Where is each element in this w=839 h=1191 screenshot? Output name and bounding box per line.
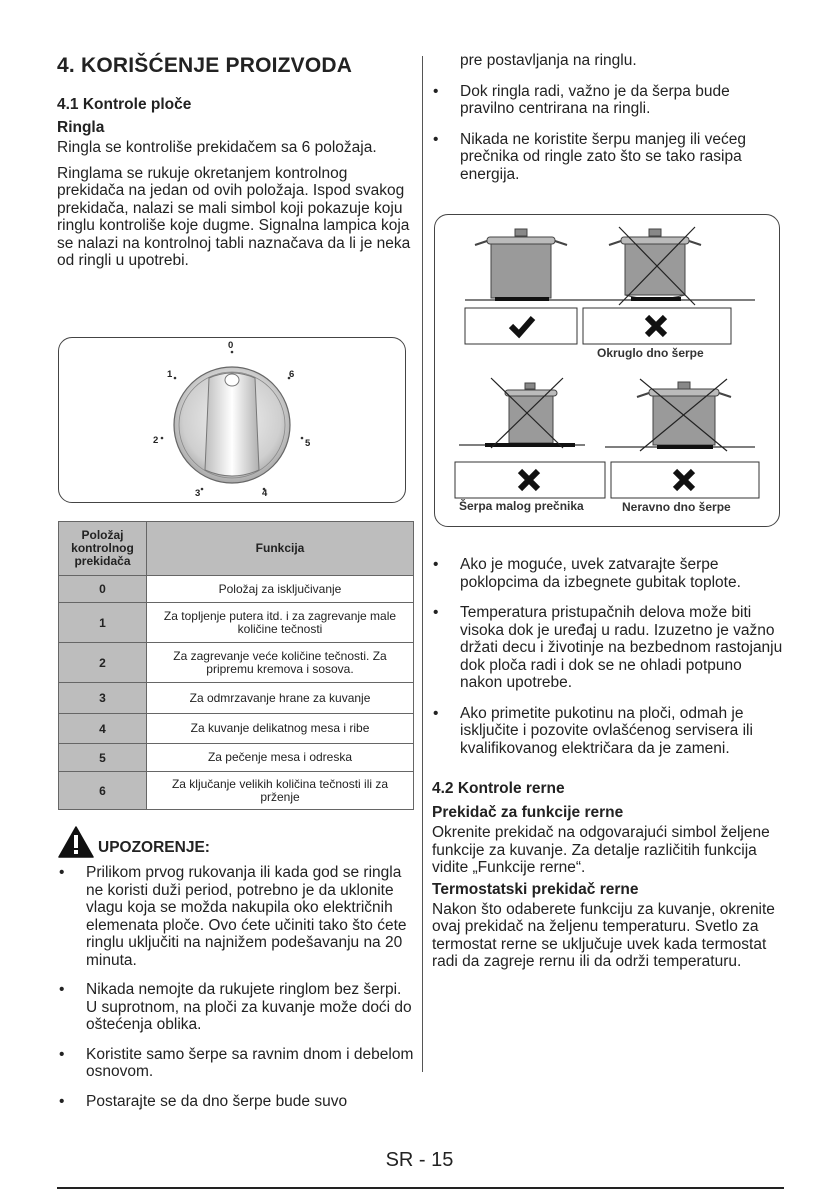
knob-label-2: 2 <box>153 435 159 446</box>
caption-small-diameter: Šerpa malog prečnika <box>459 499 584 513</box>
page-number: SR - 15 <box>385 1149 454 1171</box>
bullet-list-bottom <box>432 556 784 757</box>
oven-thermostat-heading: Termostatski prekidač rerne <box>432 880 639 898</box>
table-cell-position: 0 <box>59 576 147 603</box>
caption-uneven-bottom: Neravno dno šerpe <box>622 500 731 514</box>
knob-drawing <box>59 338 407 504</box>
caption-round-bottom: Okruglo dno šerpe <box>597 346 704 360</box>
footer-rule <box>57 1187 784 1189</box>
table-cell-position: 6 <box>59 772 147 810</box>
pot-small-diameter <box>459 378 585 448</box>
warning-icon <box>58 826 94 858</box>
table-cell-position: 4 <box>59 714 147 744</box>
table-cell-position: 3 <box>59 683 147 714</box>
knob-label-1: 1 <box>167 369 173 380</box>
pot-diagram <box>434 214 780 527</box>
paragraph: Nakon što odaberete funkciju za kuvanje, okrenite ovaj prekidač na željenu temperaturu. Svetlo za termostat rerne se uključuje uvek kada termostat radi da zagreje rernu ili da održi temperaturu. <box>432 900 775 970</box>
table-cell-function: Za odmrzavanje hrane za kuvanje <box>147 683 414 714</box>
pot-wrong <box>609 227 701 305</box>
function-table <box>58 521 414 810</box>
warning-title <box>58 826 416 858</box>
table-header-position: Položaj kontrolnog prekidača <box>59 522 147 576</box>
right-column-bottom <box>432 556 784 971</box>
table-cell-position: 1 <box>59 603 147 643</box>
list-item: • Prilikom prvog rukovanja ili kada god se ringla ne koristi duži period, potrebno je da uklonite vlagu koja se možda nakupila oko električnih elemenata ploče. Ovo ćete učiniti tako što ćete ringlu uključiti na najnižem podešavanju na 20 minuta. <box>58 864 416 969</box>
list-item: • Nikada nemojte da rukujete ringlom bez šerpi. U suprotnom, na ploči za kuvanje može doći do oštećenja oblika. <box>58 981 416 1034</box>
table-cell-function: Za kuvanje delikatnog mesa i ribe <box>147 714 414 744</box>
table-row <box>59 603 414 643</box>
table-row <box>59 772 414 810</box>
list-item: • Ako je moguće, uvek zatvarajte šerpe poklopcima da izbegnete gubitak toplote. <box>432 556 784 591</box>
list-item-continuation: pre postavljanja na ringlu. <box>460 52 637 69</box>
knob-label-4: 4 <box>262 488 268 499</box>
table-header-function: Funkcija <box>147 522 414 576</box>
right-column <box>432 52 784 194</box>
paragraph: Okrenite prekidač na odgovarajući simbol željene funkcije za kuvanje. Za detalje različitih funkcija vidite „Funkcije rerne“. <box>432 824 770 876</box>
table-cell-position: 5 <box>59 744 147 772</box>
subsection-title: 4.1 Kontrole ploče <box>57 96 192 113</box>
ringla-heading: Ringla <box>57 119 105 136</box>
warning-title-text: UPOZORENJE: <box>98 839 210 856</box>
warning-block <box>58 826 416 1121</box>
table-cell-function: Položaj za isključivanje <box>147 576 414 603</box>
table-cell-function: Za ključanje velikih količina tečnosti ili za prženje <box>147 772 414 810</box>
list-item: • Temperatura pristupačnih delova može biti visoka dok je uređaj u radu. Izuzetno je važno držati decu i životinje na bezbednom rastojanju dok ploča radi i dok se ne ohladi potpuno nakon upotrebe. <box>432 604 784 692</box>
pot-correct <box>465 229 755 301</box>
list-item: • Postarajte se da dno šerpe bude suvo <box>58 1093 416 1111</box>
pot-drawing <box>435 215 781 528</box>
warning-list <box>58 864 416 1110</box>
section-title: 4. KORIŠĆENJE PROIZVODA <box>57 54 353 77</box>
table-cell-position: 2 <box>59 643 147 683</box>
list-item: • Koristite samo šerpe sa ravnim dnom i debelom osnovom. <box>58 1046 416 1081</box>
knob-label-5: 5 <box>305 438 311 449</box>
knob-label-0: 0 <box>228 340 234 351</box>
knob-label-6: 6 <box>289 369 295 380</box>
table-row <box>59 576 414 603</box>
table-row <box>59 643 414 683</box>
list-item: • Nikada ne koristite šerpu manjeg ili većeg prečnika od ringle zato što se tako rasipa energija. <box>432 131 784 184</box>
list-item: • Dok ringla radi, važno je da šerpa bude pravilno centrirana na ringli. <box>432 83 784 118</box>
bullet-list-top <box>432 52 784 183</box>
table-row <box>59 744 414 772</box>
knob-label-3: 3 <box>195 488 201 499</box>
paragraph: Ringlama se rukuje okretanjem kontrolnog prekidača na jedan od ovih položaja. Ispod svakog prekidača, nalazi se mali simbol koji pokazuje koju ringlu kontroliše koje dugme. Signalna lampica koja se nalazi na kontrolnoj tabli naznačava da li je neka od ringli u upotrebi. <box>57 164 411 269</box>
knob-illustration <box>58 337 406 503</box>
table-row <box>59 683 414 714</box>
left-column <box>57 52 415 270</box>
column-divider <box>422 56 423 1072</box>
table-cell-function: Za pečenje mesa i odreska <box>147 744 414 772</box>
paragraph: Ringla se kontroliše prekidačem sa 6 položaja. <box>57 139 377 156</box>
subsection-title: 4.2 Kontrole rerne <box>432 780 565 797</box>
table-cell-function: Za zagrevanje veće količine tečnosti. Za pripremu kremova i sosova. <box>147 643 414 683</box>
oven-function-heading: Prekidač za funkcije rerne <box>432 804 624 821</box>
list-item: • Ako primetite pukotinu na ploči, odmah je isključite i pozovite ovlašćenog servisera ili kvalifikovanog električara da je zameni. <box>432 705 784 758</box>
table-row <box>59 714 414 744</box>
pot-uneven-bottom <box>605 379 755 451</box>
table-cell-function: Za topljenje putera itd. i za zagrevanje male količine tečnosti <box>147 603 414 643</box>
